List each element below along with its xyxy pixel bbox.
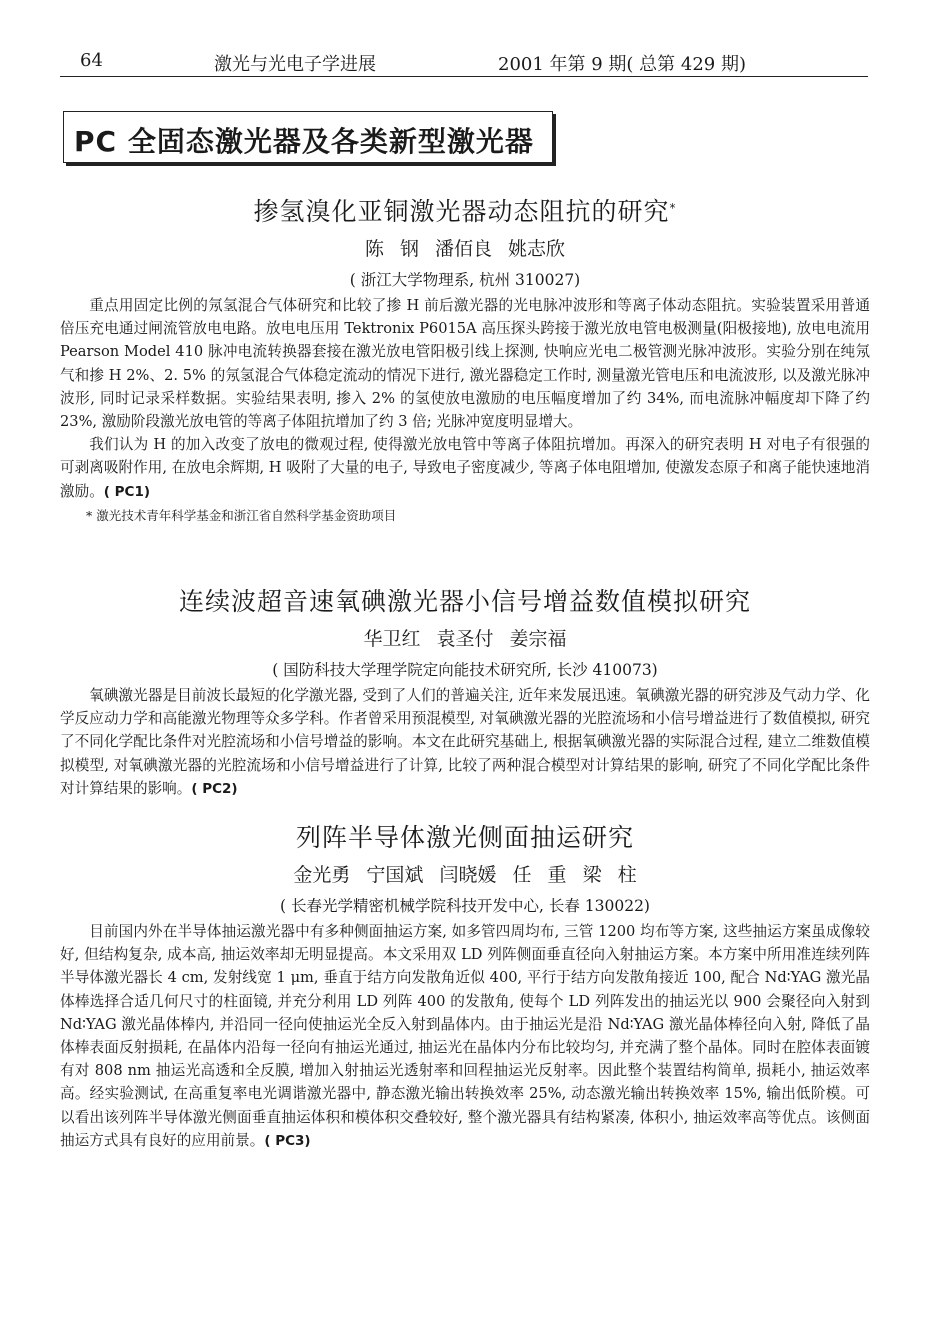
title-footnote-mark: *	[669, 201, 677, 215]
issue-info: 2001 年第 9 期( 总第 429 期)	[498, 54, 746, 75]
abstract-paragraph	[60, 684, 870, 801]
paragraph-text: 我们认为 H 的加入改变了放电的微观过程, 使得激光放电管中等离子体阻抗增加。再深入的研究表明 H 对电子有很强的可剥离吸附作用, 在放电余辉期, H 吸附了大量的电子, 导致电子密度减少, 等离子体电阻增加, 使激发态原子和离子能快速地消激励。	[60, 436, 870, 500]
page-number: 64	[80, 50, 103, 71]
article-affiliation: ( 浙江大学物理系, 杭州 310027)	[349, 271, 581, 289]
article-authors: 陈 钢 潘佰良 姚志欣	[364, 238, 566, 260]
article-pc3	[60, 818, 870, 1153]
abstract-paragraph	[60, 920, 870, 1153]
section-title: PC 全固态激光器及各类新型激光器	[74, 125, 534, 158]
article-tag: ( PC3)	[264, 1132, 311, 1149]
article-pc1	[60, 192, 870, 526]
article-authors: 华卫红 袁圣付 姜宗福	[363, 628, 567, 650]
article-title-text: 掺氢溴化亚铜激光器动态阻抗的研究	[253, 197, 670, 226]
running-header	[60, 46, 868, 77]
article-tag: ( PC2)	[191, 780, 238, 797]
footnote: * 激光技术青年科学基金和浙江省自然科学基金资助项目	[86, 507, 397, 523]
article-tag: ( PC1)	[103, 483, 151, 500]
abstract-paragraph	[60, 433, 870, 504]
article-affiliation: ( 国防科技大学理学院定向能技术研究所, 长沙 410073)	[272, 661, 658, 679]
article-title: 列阵半导体激光侧面抽运研究	[295, 823, 634, 852]
article-title: 连续波超音速氧碘激光器小信号增益数值模拟研究	[178, 587, 751, 616]
abstract-paragraph: 重点用固定比例的氖氢混合气体研究和比较了掺 H 前后激光器的光电脉冲波形和等离子体动态阻抗。实验装置采用普通倍压充电通过闸流管放电电路。放电电压用 Tektronix P6015A 高压探头跨接于激光放电管电极测量(阳极接地), 放电电流用 Pearson Model 410 脉冲电流转换器套接在激光放电管阳极引线上探测, 快响应光电二极管测光脉冲波形。实验分别在纯氖气和掺 H 2%、2. 5% 的氖氢混合气体稳定流动的情况下进行, 激光器稳定工作时, 测量激光管电压和电流波形, 以及激光脉冲波形, 同时记录采样数据。实验结果表明, 掺入 2% 的氢使放电激励的电压幅度增加了约 34%, 而电流脉冲幅度却下降了约 23%, 激励阶段激光放电管的等离子体阻抗增加了约 3 倍; 光脉冲宽度明显增大。	[60, 297, 870, 431]
journal-name: 激光与光电子学进展	[214, 54, 376, 75]
article-title	[60, 192, 870, 232]
article-authors: 金光勇 宁国斌 闫晓媛 任 重 梁 柱	[293, 864, 637, 886]
section-heading-box	[63, 111, 553, 163]
paragraph-text: 目前国内外在半导体抽运激光器中有多种侧面抽运方案, 如多管四周均布, 三管 1200 均布等方案, 这些抽运方案虽成像较好, 但结构复杂, 成本高, 抽运效率却无明显提高。本文采用双 LD 列阵侧面垂直径向入射抽运方案。本方案中所用准连续列阵半导体激光器长 4 cm, 发射线宽 1 μm, 垂直于结方向发散角近似 400, 平行于结方向发散角接近 100, 配合 Nd∶YAG 激光晶体棒选择合适几何尺寸的柱面镜, 并充分利用 LD 列阵 400 的发散角, 使每个 LD 列阵发出的抽运光以 900 会聚径向入射到 Nd∶YAG 激光晶体棒内, 并沿同一径向使抽运光全反入射到晶体内。由于抽运光是沿 Nd∶YAG 激光晶体棒径向入射, 降低了晶体棒表面反射损耗, 在晶体内沿每一径向有抽运光通过, 抽运光在晶体内分布比较均匀, 并充满了整个晶体。同时在腔体表面镀有对 808 nm 抽运光高透和全反膜, 增加入射抽运光透射率和回程抽运光反射率。因此整个装置结构简单, 损耗小, 抽运效率高。经实验测试, 在高重复率电光调谐激光器中, 静态激光输出转换效率 25%, 动态激光输出转换效率 15%, 输出低阶模。可以看出该列阵半导体激光侧面垂直抽运体积和模体积交叠较好, 整个激光器具有结构紧凑, 体积小, 抽运效率高等优点。该侧面抽运方式具有良好的应用前景。	[60, 923, 870, 1149]
article-pc2	[60, 582, 870, 801]
article-affiliation: ( 长春光学精密机械学院科技开发中心, 长春 130022)	[280, 897, 650, 915]
paragraph-text: 氧碘激光器是目前波长最短的化学激光器, 受到了人们的普遍关注, 近年来发展迅速。氧碘激光器的研究涉及气动力学、化学反应动力学和高能激光物理等众多学科。作者曾采用预混模型, 对氧碘激光器的光腔流场和小信号增益进行了数值模拟, 研究了不同化学配比条件对光腔流场和小信号增益的影响。本文在此研究基础上, 根据氧碘激光器的实际混合过程, 建立二维数值模拟模型, 对氧碘激光器的光腔流场和小信号增益进行了计算, 比较了两种混合模型对计算结果的影响, 研究了不同化学配比条件对计算结果的影响。	[60, 687, 870, 797]
